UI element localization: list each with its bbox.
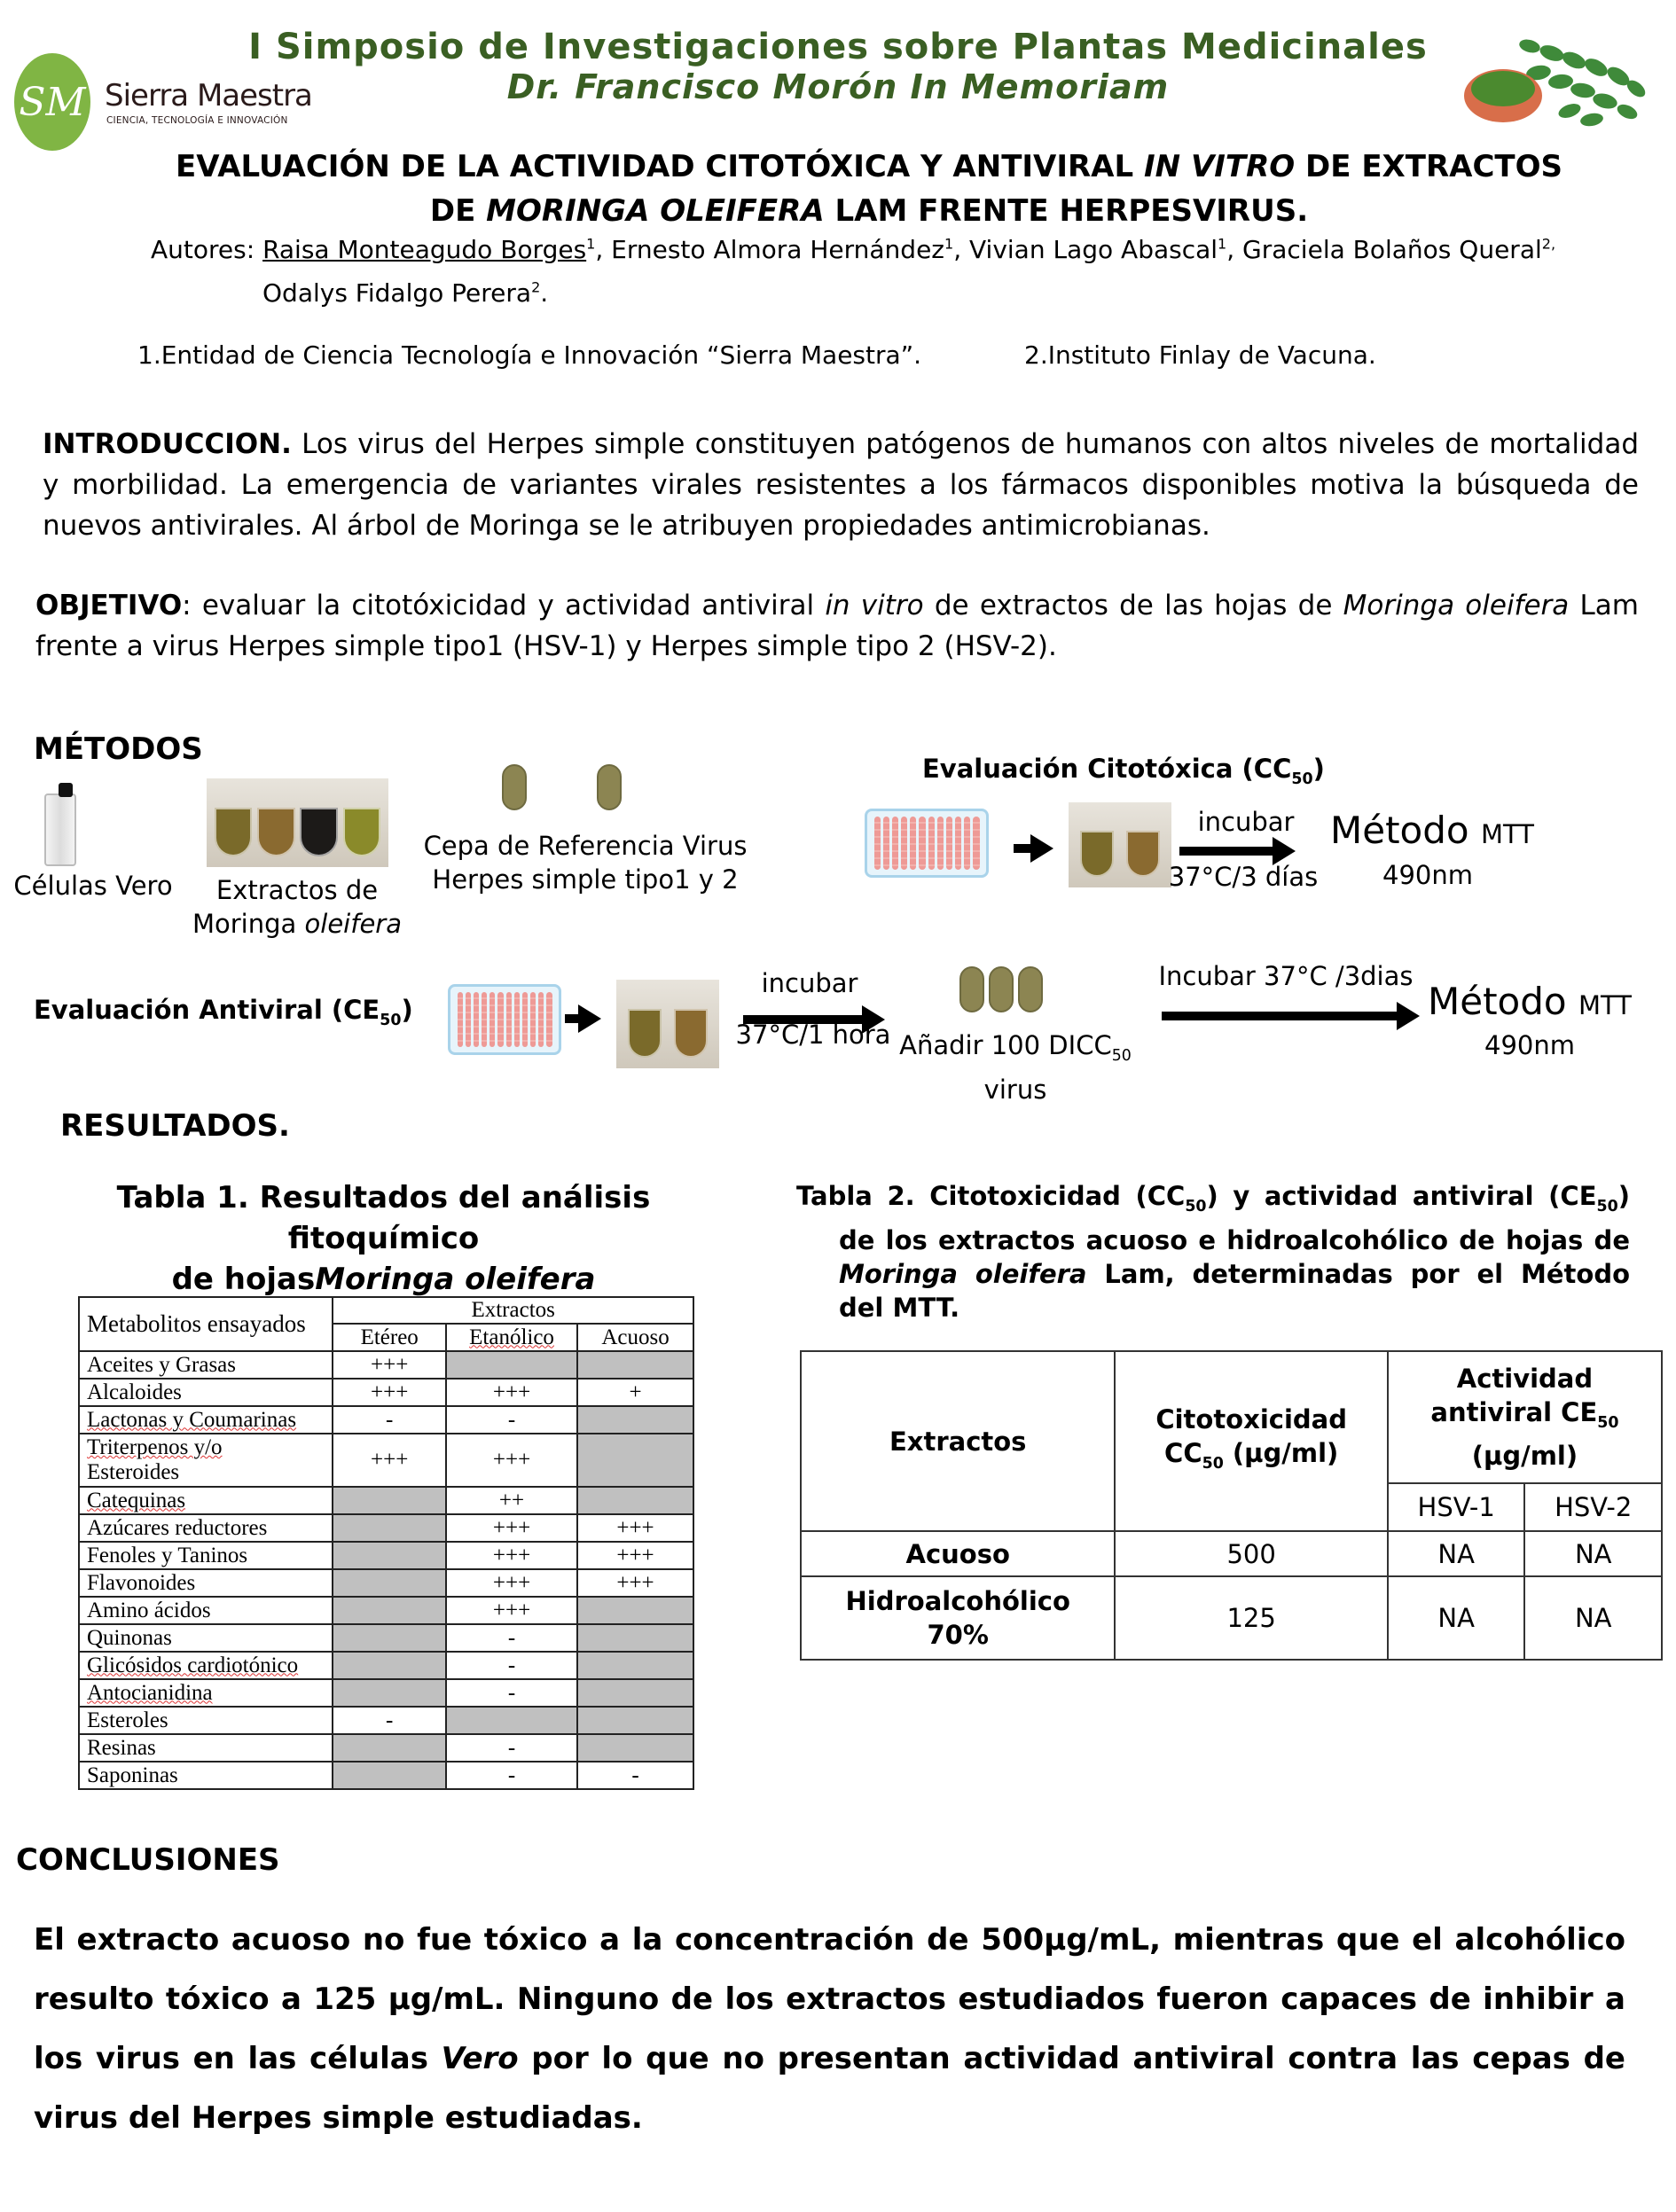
table-row: [79, 1351, 693, 1379]
metabolite-name-text: Esteroides: [87, 1460, 180, 1484]
subscript: 50: [1202, 1454, 1224, 1473]
arrow-icon: [1162, 1012, 1401, 1020]
header-text: CC: [1164, 1437, 1202, 1468]
conclusions-italic: Vero: [441, 2041, 519, 2076]
table-row: [79, 1679, 693, 1707]
antiviral-evaluation-heading: [34, 995, 413, 1029]
heading-text: ): [401, 995, 413, 1025]
etanolico-value: -: [446, 1624, 577, 1652]
mtt-method-label: [1428, 980, 1632, 1023]
etanolico-value: ++: [446, 1487, 577, 1514]
header-text: (µg/ml): [1471, 1441, 1578, 1472]
incubate-label: incubar: [1197, 807, 1295, 837]
extract-name: Acuoso: [801, 1531, 1115, 1576]
metabolite-name: Azúcares reductores: [79, 1514, 333, 1542]
caption-italic: Moringa oleifera: [839, 1258, 1087, 1289]
empty-cell: [333, 1679, 446, 1707]
strain-label-line2: Herpes simple tipo1 y 2: [432, 864, 739, 895]
header-acuoso: Acuoso: [577, 1324, 693, 1351]
header-antiviral: [1388, 1351, 1662, 1483]
author-affiliation: 1: [944, 235, 954, 253]
cytotoxic-evaluation-heading: [922, 754, 1325, 788]
incubate-3-days-label: Incubar 37°C /3dias: [1158, 961, 1414, 991]
etanolico-value: -: [446, 1679, 577, 1707]
metabolite-name: Alcaloides: [79, 1379, 333, 1406]
affiliation-2: 2.Instituto Finlay de Vacuna.: [1024, 340, 1376, 370]
metabolite-name: Esteroles: [79, 1707, 333, 1734]
conclusions-text: por lo que no presentan actividad antiviral contra las cepas de virus del Herpes simple estudiadas.: [34, 2041, 1625, 2136]
cell-culture-flask-icon: [44, 793, 76, 866]
title-italic: MORINGA OLEIFERA: [486, 193, 825, 229]
well-plate-icon: [865, 809, 989, 878]
metabolite-name: [79, 1652, 333, 1679]
method-text: Método: [1330, 809, 1469, 852]
hsv1-value: NA: [1388, 1576, 1525, 1660]
metabolite-name: Saponinas: [79, 1762, 333, 1789]
subscript: 50: [1291, 770, 1313, 788]
objective-italic: in vitro: [825, 590, 924, 621]
table1-caption-line2: [18, 1259, 749, 1300]
hsv2-value: NA: [1524, 1531, 1662, 1576]
table-row: [79, 1379, 693, 1406]
symposium-subtitle: Dr. Francisco Morón In Memoriam: [506, 67, 1170, 106]
virus-vials-icon: [959, 966, 1043, 1016]
header-hsv2: HSV-2: [1524, 1483, 1662, 1531]
empty-cell: [577, 1597, 693, 1624]
tube-icon: [343, 808, 380, 856]
acuoso-value: +++: [577, 1514, 693, 1542]
acuoso-value: +++: [577, 1542, 693, 1569]
table-row: [79, 1762, 693, 1789]
empty-cell: [333, 1514, 446, 1542]
heading-text: ): [1312, 754, 1325, 784]
header-cytotoxicity: [1115, 1351, 1387, 1531]
affiliation-1: 1.Entidad de Ciencia Tecnología e Innovación “Sierra Maestra”.: [137, 340, 922, 370]
add-virus-text: Añadir 100 DICC: [899, 1030, 1112, 1060]
metabolite-name-text: Antocianidina: [87, 1680, 213, 1705]
title-italic: IN VITRO: [1144, 149, 1296, 184]
metabolite-name-text: Catequinas: [87, 1488, 186, 1512]
metabolite-name-text: Triterpenos y/o: [87, 1435, 223, 1459]
paper-title-line-1: [124, 149, 1614, 184]
acuoso-value: -: [577, 1762, 693, 1789]
etanolico-value: +++: [446, 1514, 577, 1542]
acuoso-value: +++: [577, 1569, 693, 1597]
empty-cell: [577, 1734, 693, 1762]
separator: ,: [595, 235, 612, 264]
table-row: [79, 1434, 693, 1487]
author-name: Raisa Monteagudo Borges: [262, 235, 587, 264]
metabolite-name: Flavonoides: [79, 1569, 333, 1597]
metabolite-name-text: Lactonas y Coumarinas: [87, 1407, 297, 1432]
etereo-value: +++: [333, 1434, 446, 1487]
incubate-condition-label: 37°C/3 días: [1168, 862, 1319, 892]
table-row: [801, 1531, 1662, 1576]
etereo-value: -: [333, 1707, 446, 1734]
cytotoxicity-antiviral-table: [800, 1350, 1663, 1661]
header-extracts: Extractos: [801, 1351, 1115, 1531]
header-etanolico-text: Etanólico: [469, 1325, 554, 1349]
virus-vial-icon: [597, 764, 622, 814]
authors-line-2: [262, 278, 548, 308]
header-metabolites: Metabolitos ensayados: [79, 1297, 333, 1351]
logo-monogram: SM: [19, 79, 86, 125]
empty-cell: [333, 1487, 446, 1514]
wavelength-label: 490nm: [1484, 1030, 1575, 1060]
paper-title-line-2: [124, 193, 1614, 229]
etanolico-value: -: [446, 1762, 577, 1789]
table-row: [79, 1734, 693, 1762]
caption-text: Lam, determinadas por el Método del MTT.: [839, 1258, 1630, 1323]
table-row: [79, 1707, 693, 1734]
etanolico-value: -: [446, 1652, 577, 1679]
empty-cell: [577, 1434, 693, 1487]
caption-text: ) de los extractos acuoso e hidroalcohólico de hojas de: [839, 1181, 1630, 1255]
results-heading: RESULTADOS.: [60, 1108, 290, 1144]
etanolico-value: +++: [446, 1434, 577, 1487]
empty-cell: [446, 1351, 577, 1379]
empty-cell: [333, 1762, 446, 1789]
table1-caption-line1: Tabla 1. Resultados del análisis fitoquímico: [116, 1180, 651, 1256]
header-text: Citotoxicidad: [1155, 1403, 1347, 1434]
metabolite-name: [79, 1679, 333, 1707]
tube-icon: [215, 808, 252, 856]
etanolico-value: -: [446, 1734, 577, 1762]
wavelength-label: 490nm: [1382, 860, 1473, 890]
metabolite-name: Quinonas: [79, 1624, 333, 1652]
extract-tubes-photo-icon: [207, 778, 388, 867]
empty-cell: [333, 1597, 446, 1624]
empty-cell: [333, 1542, 446, 1569]
title-text: LAM FRENTE HERPESVIRUS.: [824, 193, 1309, 229]
title-text: DE: [429, 193, 487, 229]
subscript: 50: [1597, 1413, 1619, 1432]
header-hsv1: HSV-1: [1388, 1483, 1525, 1531]
caption-text: ) y actividad antiviral (CE: [1206, 1181, 1597, 1211]
heading-text: Evaluación Citotóxica (CC: [922, 754, 1292, 784]
etereo-value: +++: [333, 1379, 446, 1406]
cc50-value: 500: [1115, 1531, 1387, 1576]
authors-line-1: [151, 235, 1555, 264]
caption-text: de hojas: [171, 1262, 316, 1297]
author-affiliation: 1: [1218, 235, 1227, 253]
tube-icon: [257, 808, 294, 856]
logo-name: Sierra Maestra: [105, 78, 312, 113]
hsv2-value: NA: [1524, 1576, 1662, 1660]
subscript: 50: [1111, 1046, 1132, 1065]
subscript: 50: [1185, 1197, 1207, 1215]
header-text: Actividad: [1456, 1363, 1594, 1394]
caption-text: Tabla 2. Citotoxicidad (CC: [796, 1181, 1186, 1211]
table1-caption: [18, 1177, 749, 1300]
empty-cell: [577, 1487, 693, 1514]
acuoso-value: +: [577, 1379, 693, 1406]
table-row: [79, 1652, 693, 1679]
title-text: DE EXTRACTOS: [1295, 149, 1562, 184]
logo-tagline: CIENCIA, TECNOLOGÍA E INNOVACIÓN: [106, 115, 288, 126]
cc50-value: 125: [1115, 1576, 1387, 1660]
etanolico-value: +++: [446, 1569, 577, 1597]
heading-text: Evaluación Antiviral (CE: [34, 995, 380, 1025]
well-plate-icon: [448, 984, 561, 1055]
author-affiliation: 1: [586, 235, 596, 253]
extracts-label-text: Moringa: [192, 909, 305, 939]
extracts-label-line1: Extractos de: [215, 875, 379, 905]
etanolico-value: -: [446, 1406, 577, 1434]
author-affiliation: 2: [531, 278, 541, 296]
caption-italic: Moringa oleifera: [315, 1262, 596, 1297]
extracts-label-line2: [177, 907, 417, 941]
objective-text: de extractos de las hojas de: [923, 590, 1343, 621]
strain-label-line1: Cepa de Referencia Virus: [423, 831, 748, 861]
separator: .: [540, 278, 549, 308]
empty-cell: [333, 1734, 446, 1762]
table-row: [79, 1406, 693, 1434]
objective-text: Lam frente a virus Herpes simple tipo1 (HSV-1) y Herpes simple tipo 2 (HSV-2).: [35, 590, 1639, 662]
arrow-icon: [1179, 847, 1277, 856]
etereo-value: -: [333, 1406, 446, 1434]
header-etanolico: [446, 1324, 577, 1351]
method-mtt: MTT: [1578, 990, 1632, 1020]
extract-name-text: 70%: [927, 1620, 989, 1650]
conclusions-text: El extracto acuoso no fue tóxico a la concentración de 500µg/mL, mientras que el alcohólico resulto tóxico a 125 µg/mL. Ninguno de los extractos estudiados fueron capaces de inhibir a los virus en las células: [34, 1922, 1625, 2076]
metabolite-name: Amino ácidos: [79, 1597, 333, 1624]
metabolite-name: [79, 1434, 333, 1487]
incubate-label: incubar: [761, 968, 858, 998]
header-text: antiviral CE: [1430, 1396, 1598, 1427]
hsv1-value: NA: [1388, 1531, 1525, 1576]
metabolite-name: Aceites y Grasas: [79, 1351, 333, 1379]
method-mtt: MTT: [1480, 819, 1534, 849]
moringa-leaves-image-icon: [1454, 27, 1658, 133]
introduction-heading: INTRODUCCION.: [43, 428, 292, 460]
separator: ,: [953, 235, 969, 264]
method-text: Método: [1428, 980, 1567, 1023]
extract-name: [801, 1576, 1115, 1660]
empty-cell: [333, 1569, 446, 1597]
empty-cell: [333, 1652, 446, 1679]
metabolite-name: Resinas: [79, 1734, 333, 1762]
methods-heading: MÉTODOS: [34, 731, 203, 767]
etanolico-value: +++: [446, 1542, 577, 1569]
etanolico-value: +++: [446, 1379, 577, 1406]
reference-strain-label: [417, 829, 754, 896]
subscript: 50: [380, 1011, 402, 1029]
empty-cell: [577, 1624, 693, 1652]
introduction-paragraph: [43, 424, 1639, 546]
metabolite-name: [79, 1487, 333, 1514]
conclusions-paragraph: [34, 1911, 1625, 2148]
objective-text: : evaluar la citotóxicidad y actividad antiviral: [182, 590, 826, 621]
metabolite-name: [79, 1406, 333, 1434]
etanolico-value: +++: [446, 1597, 577, 1624]
mtt-method-label: [1330, 809, 1534, 852]
header-etereo: Etéreo: [333, 1324, 446, 1351]
table2-caption: [796, 1179, 1630, 1325]
author-name: Vivian Lago Abascal: [969, 235, 1218, 264]
empty-cell: [333, 1624, 446, 1652]
vero-cells-label: Células Vero: [13, 871, 173, 901]
authors-label: Autores:: [151, 235, 263, 264]
header-text: (µg/ml): [1223, 1437, 1339, 1468]
add-virus-label: [891, 1028, 1140, 1106]
author-name: Odalys Fidalgo Perera: [262, 278, 532, 308]
table-row: [79, 1597, 693, 1624]
author-name: Ernesto Almora Hernández: [611, 235, 944, 264]
empty-cell: [577, 1679, 693, 1707]
extract-tubes-photo-icon: [616, 980, 719, 1068]
extract-tubes-photo-icon: [1069, 802, 1171, 887]
table-row: [79, 1569, 693, 1597]
objective-italic: Moringa oleifera: [1343, 590, 1570, 621]
arrow-head-icon: [578, 1004, 601, 1033]
arrow-head-icon: [1397, 1002, 1420, 1030]
extracts-label-italic: oleifera: [304, 909, 402, 939]
virus-vial-icon: [502, 764, 527, 814]
table-row: [801, 1576, 1662, 1660]
empty-cell: [577, 1707, 693, 1734]
table-row: [79, 1514, 693, 1542]
add-virus-text-2: virus: [983, 1074, 1047, 1105]
author-name: Graciela Bolaños Queral: [1242, 235, 1542, 264]
arrow-head-icon: [1030, 834, 1053, 863]
subscript: 50: [1596, 1197, 1618, 1215]
empty-cell: [577, 1351, 693, 1379]
extract-name-text: Hidroalcohólico: [845, 1586, 1070, 1616]
empty-cell: [577, 1406, 693, 1434]
table-row: [79, 1624, 693, 1652]
separator: ,: [1226, 235, 1243, 264]
extracts-label: [177, 873, 417, 941]
empty-cell: [446, 1707, 577, 1734]
phytochemical-table: [78, 1296, 694, 1790]
metabolite-name-text: Glicósidos cardiotónico: [87, 1653, 299, 1677]
objective-heading: OBJETIVO: [35, 590, 183, 621]
objective-paragraph: [35, 585, 1639, 667]
table-row: [79, 1542, 693, 1569]
introduction-text: Los virus del Herpes simple constituyen patógenos de humanos con altos niveles de mortalidad y morbilidad. La emergencia de variantes virales resistentes a los fármacos disponibles motiva la búsqueda de nuevos antivirales. Al árbol de Moringa se le atribuyen propiedades antimicrobianas.: [43, 428, 1639, 542]
metabolite-name: Fenoles y Taninos: [79, 1542, 333, 1569]
author-affiliation: 2,: [1541, 235, 1556, 253]
incubate-condition-label-2: 37°C/1 hora: [735, 1020, 891, 1050]
tube-icon: [300, 808, 337, 856]
empty-cell: [577, 1652, 693, 1679]
conclusions-heading: CONCLUSIONES: [16, 1842, 280, 1878]
symposium-title: I Simposio de Investigaciones sobre Plantas Medicinales: [248, 27, 1428, 67]
header-extracts: Extractos: [333, 1297, 693, 1324]
etereo-value: +++: [333, 1351, 446, 1379]
table-row: [79, 1487, 693, 1514]
title-text: EVALUACIÓN DE LA ACTIVIDAD CITOTÓXICA Y ANTIVIRAL: [175, 149, 1145, 184]
